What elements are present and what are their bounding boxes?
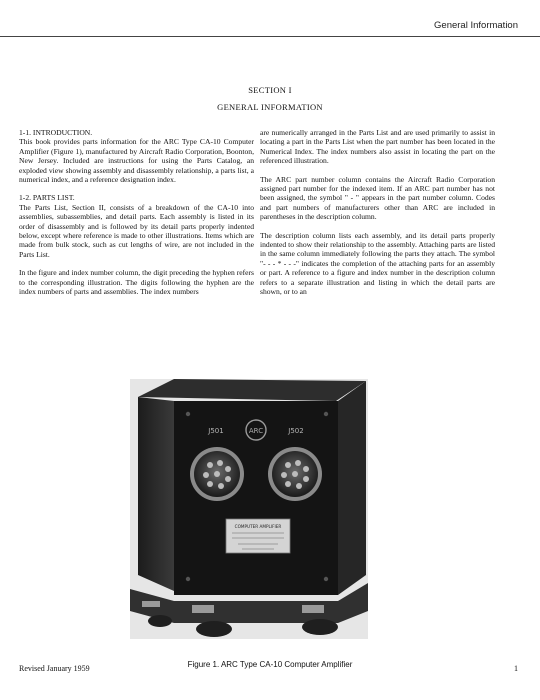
connector-j502 — [268, 447, 322, 501]
figure-column-paragraph: In the figure and index number column, the digit preceding the hyphen refers to the corresponding illustration. The digits following the hyphen are the index numbers of parts and assemblies. The index numbers — [19, 268, 254, 297]
section-number: SECTION I — [248, 85, 292, 95]
nameplate — [226, 519, 290, 553]
nameplate-title: COMPUTER AMPLIFIER — [234, 524, 282, 529]
right-column — [260, 128, 495, 306]
left-column — [19, 128, 254, 306]
section-title: GENERAL INFORMATION — [217, 102, 323, 112]
header-rule — [0, 36, 540, 37]
revision-date: Revised January 1959 — [19, 664, 90, 673]
intro-paragraph: This book provides parts information for the ARC Type CA-10 Computer Amplifier (Figure 1), manufactured by Aircraft Radio Corporation, Boonton, New Jersey. Included are instructions for using the Parts Catalog, an exploded view showing assembly and disassembly relationship, a parts list, a numerical index, and a reference designation index. — [19, 137, 254, 185]
connector-j502-label: J502 — [288, 427, 304, 435]
parts-list-paragraph: The Parts List, Section II, consists of a breakdown of the CA-10 into assemblies, subassemblies, and detail parts. Each assembly is listed in its order of disassembly and is followed by its detail parts properly indented below, except where reference is made to other illustrations. Items which are made from bulk stock, such as cut lengths of wire, are not included in the Parts List. — [19, 202, 254, 259]
figure-photo — [130, 379, 368, 639]
description-paragraph: The description column lists each assembly, and its detail parts properly indented to show their relationship to the assembly. Attaching parts are listed in the same column immediately following the parts they attach. The symbol "- - - * - - -" indicates the completion of the attaching parts for an assembly or part. A reference to a figure and index number in the description column refers to a separate illustration and listing in which the detail parts are shown, or to an — [260, 230, 495, 297]
arc-logo-text: ARC — [248, 427, 264, 435]
parts-list-heading: 1-2. PARTS LIST. — [19, 193, 75, 203]
connector-j501-label: J501 — [208, 427, 224, 435]
part-number-paragraph: The ARC part number column contains the Aircraft Radio Corporation assigned part number for the indexed item. If an ARC part number has not been assigned, the symbol " - " appears in the part number column. Codes and part numbers of manufacturers other than ARC are included in parentheses in the description column. — [260, 174, 495, 222]
intro-heading: 1-1. INTRODUCTION. — [19, 128, 93, 137]
figure-caption: Figure 1. ARC Type CA-10 Computer Amplifier — [187, 660, 353, 669]
page-number: 1 — [514, 664, 518, 673]
connector-j501 — [190, 447, 244, 501]
index-numbers-paragraph: are numerically arranged in the Parts List and are used primarily to assist in locating a part in the Parts List when the part number has been located in the Numerical Index. The index numbers also assist in locating the part on the referenced illustration. — [260, 128, 495, 166]
computer-amplifier-photo — [130, 379, 368, 639]
running-head: General Information — [434, 20, 518, 31]
